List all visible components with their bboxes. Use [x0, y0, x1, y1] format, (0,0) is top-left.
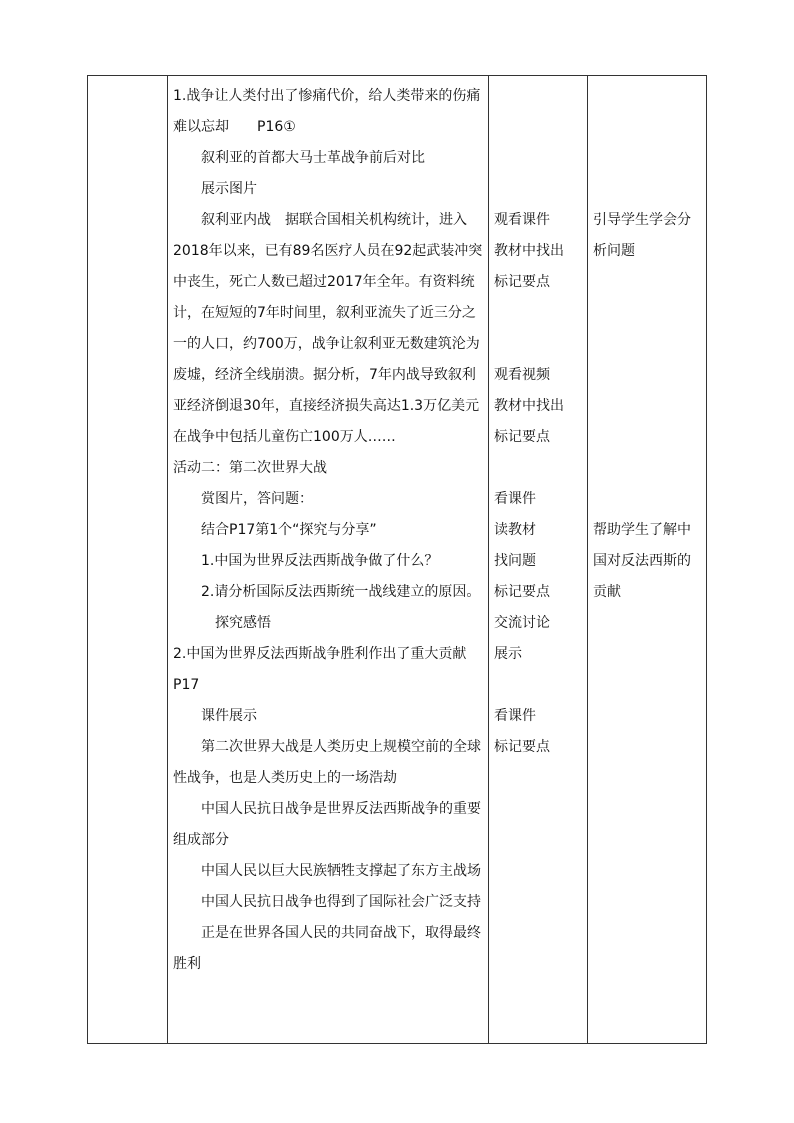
- blank-line: [593, 329, 702, 360]
- blank-line: [593, 360, 702, 391]
- blank-line: [593, 484, 702, 515]
- paragraph: 看课件: [494, 708, 536, 724]
- blank-line: [494, 453, 583, 484]
- paragraph: 中国人民以巨大民族牺牲支撑起了东方主战场: [201, 863, 481, 879]
- design-intent: [593, 81, 702, 608]
- paragraph: 正是在世界各国人民的共同奋战下，取得最终胜利: [173, 925, 481, 972]
- paragraph: 赏图片，答问题：: [201, 491, 313, 507]
- blank-line: [494, 174, 583, 205]
- teaching-content-cell: [168, 76, 489, 1044]
- paragraph: 引导学生学会分析问题: [593, 212, 691, 259]
- blank-line: [494, 670, 583, 701]
- blank-line: [494, 143, 583, 174]
- paragraph: 展示图片: [201, 181, 257, 197]
- blank-line: [593, 174, 702, 205]
- lesson-plan-table: [87, 75, 707, 1044]
- section-column-cell: [88, 76, 168, 1044]
- paragraph: 1.战争让人类付出了惨痛代价，给人类带来的伤痛难以忘却 P16①: [173, 88, 481, 135]
- paragraph: 标记要点: [494, 274, 550, 290]
- paragraph: 叙利亚内战 据联合国相关机构统计，进入2018年以来，已有89名医疗人员在92起武装冲突中丧生，死亡人数已超过2017年全年。有资料统计，在短短的7年时间里，叙利亚流失了近三分之一的人口，约700万，战争让叙利亚无数建筑沦为废墟，经济全线崩溃。据分析，7年内战导致叙利亚经济倒退30年，直接经济损失高达1.3万亿美元在战争中包括儿童伤亡100万人……: [173, 212, 483, 445]
- teaching-content: [173, 81, 484, 980]
- paragraph: 找问题: [494, 553, 536, 569]
- paragraph: 教材中找出: [494, 398, 564, 414]
- paragraph: 交流讨论: [494, 615, 550, 631]
- paragraph: 结合P17第1个“探究与分享”: [201, 522, 377, 538]
- blank-line: [593, 453, 702, 484]
- paragraph: 探究感悟: [215, 615, 271, 631]
- paragraph: 中国人民抗日战争是世界反法西斯战争的重要组成部分: [173, 801, 481, 848]
- paragraph: 1.中国为世界反法西斯战争做了什么？: [201, 553, 439, 569]
- design-intent-cell: [588, 76, 707, 1044]
- paragraph: 读教材: [494, 522, 536, 538]
- paragraph: 2.中国为世界反法西斯战争胜利作出了重大贡献P17: [173, 646, 467, 693]
- blank-line: [494, 81, 583, 112]
- paragraph: 观看视频: [494, 367, 550, 383]
- blank-line: [593, 298, 702, 329]
- blank-line: [593, 143, 702, 174]
- paragraph: 帮助学生了解中国对反法西斯的贡献: [593, 522, 691, 600]
- paragraph: 叙利亚的首都大马士革战争前后对比: [201, 150, 425, 166]
- blank-line: [494, 298, 583, 329]
- blank-line: [494, 329, 583, 360]
- blank-line: [593, 422, 702, 453]
- paragraph: 第二次世界大战是人类历史上规模空前的全球性战争，也是人类历史上的一场浩劫: [173, 739, 481, 786]
- paragraph: 展示: [494, 646, 522, 662]
- paragraph: 2.请分析国际反法西斯统一战线建立的原因。: [201, 584, 481, 600]
- paragraph: 看课件: [494, 491, 536, 507]
- table-row: [88, 76, 707, 1044]
- paragraph: 中国人民抗日战争也得到了国际社会广泛支持: [201, 894, 481, 910]
- blank-line: [593, 267, 702, 298]
- student-activity: [494, 81, 583, 763]
- blank-line: [494, 112, 583, 143]
- paragraph: 标记要点: [494, 429, 550, 445]
- blank-line: [593, 391, 702, 422]
- paragraph: 标记要点: [494, 584, 550, 600]
- paragraph: 活动二：第二次世界大战: [173, 460, 327, 476]
- student-activity-cell: [489, 76, 588, 1044]
- paragraph: 标记要点: [494, 739, 550, 755]
- blank-line: [593, 112, 702, 143]
- paragraph: 教材中找出: [494, 243, 564, 259]
- blank-line: [593, 81, 702, 112]
- paragraph: 课件展示: [201, 708, 257, 724]
- paragraph: 观看课件: [494, 212, 550, 228]
